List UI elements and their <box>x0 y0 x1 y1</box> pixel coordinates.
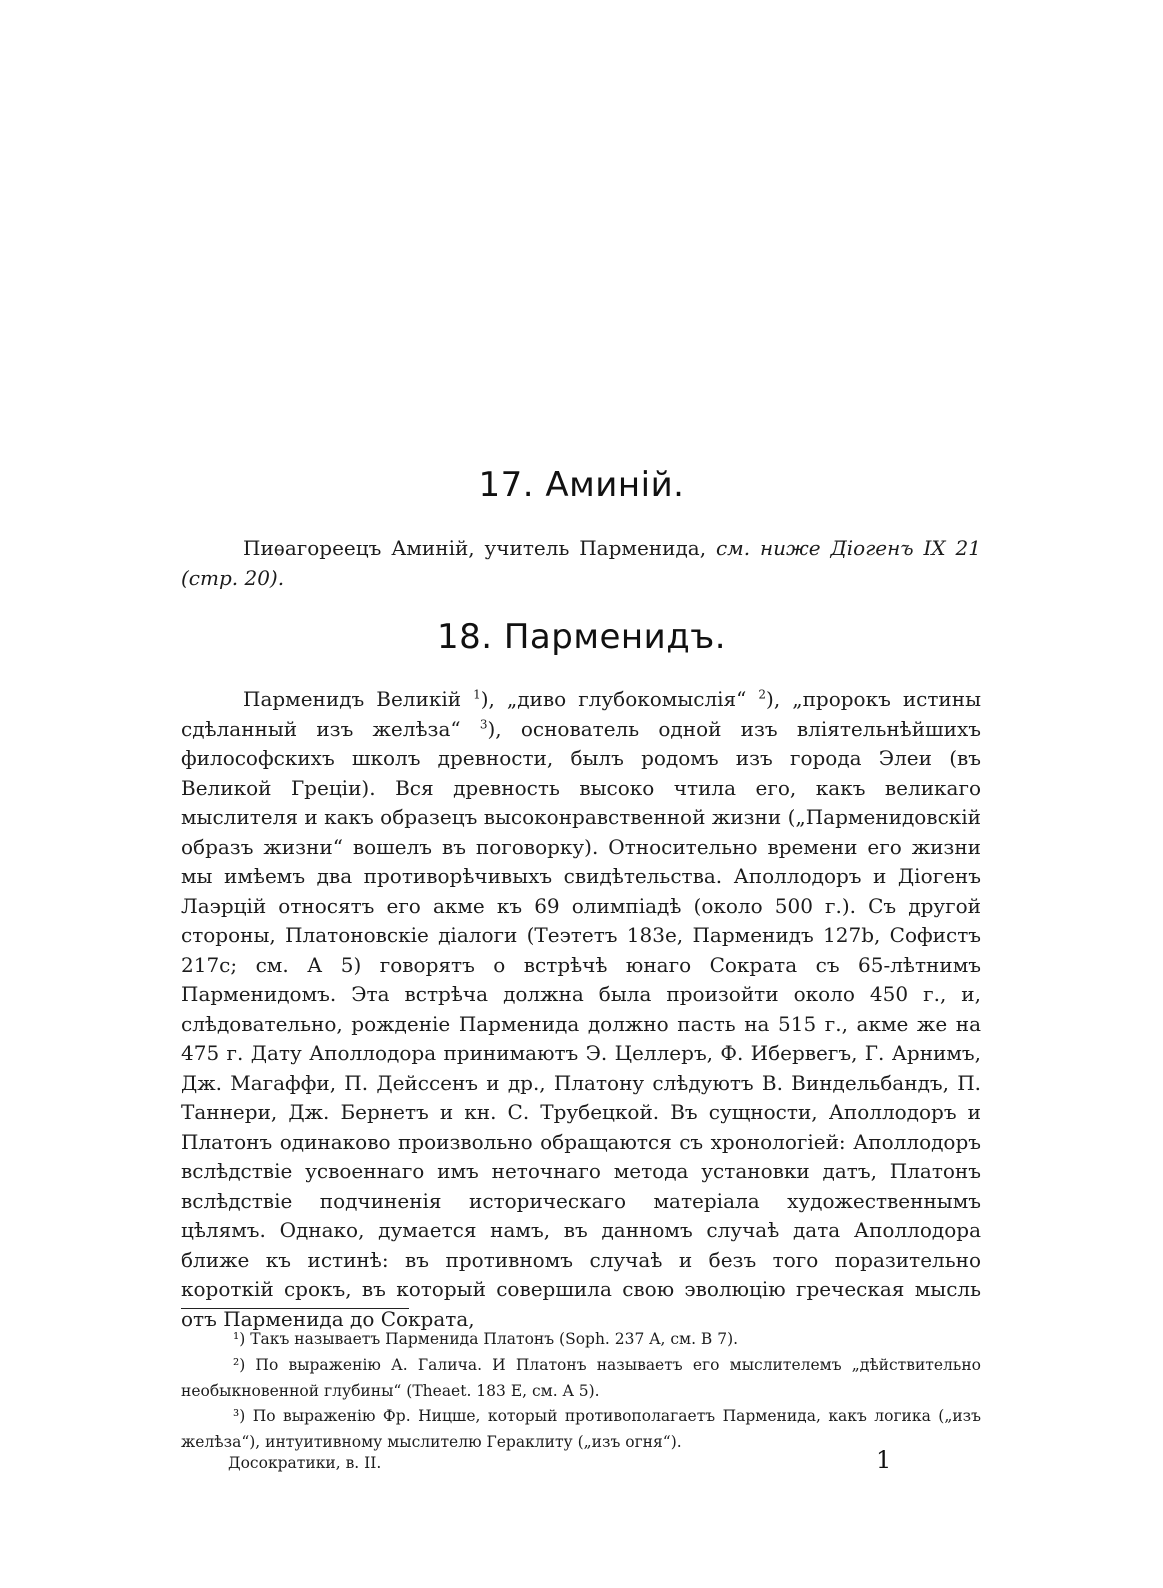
section-17-text: Пиѳагореецъ Аминій, учитель Парменида, <box>243 536 716 560</box>
printer-signature: Досократики, в. II. <box>228 1454 382 1472</box>
footnote-marker-2: 2 <box>758 687 767 702</box>
footnote-2 <box>181 1352 981 1404</box>
section-18-title: 18. Парменидъ. <box>436 617 727 657</box>
paragraph-segment: ), „пророкъ истины сдѣланный изъ желѣза“ <box>181 687 981 741</box>
section-18-paragraph <box>181 685 981 1331</box>
footnote-text: ²) По выраженію А. Галича. И Платонъ называетъ его мыслителемъ „дѣйствительно необыкновенной глубины“ (Theaet. 183 E, см. A 5). <box>181 1356 981 1400</box>
footnote-divider <box>181 1308 409 1309</box>
paragraph-segment: ), „диво глубокомыслія“ <box>480 687 759 711</box>
footnote-marker-1: 1 <box>473 687 481 702</box>
section-17-reference: см. ниже Діогенъ IX 21 (стр. 20). <box>181 536 981 590</box>
footnote-text: ³) По выраженію Фр. Ницше, который противополагаетъ Парменида, какъ логика („изъ желѣза“), интуитивному мыслителю Гераклиту („изъ огня“). <box>181 1407 981 1451</box>
page-number: 1 <box>876 1446 892 1474</box>
paragraph-segment: Парменидъ Великій <box>243 687 474 711</box>
footnote-1 <box>181 1326 981 1352</box>
footnote-3 <box>181 1403 981 1455</box>
section-17-paragraph <box>181 534 981 593</box>
section-17-title: 17. Аминій. <box>478 465 685 505</box>
footnote-text: ¹) Такъ называетъ Парменида Платонъ (Soph. 237 A, см. B 7). <box>233 1330 739 1348</box>
footnote-marker-3: 3 <box>479 716 488 731</box>
paragraph-segment: ), основатель одной изъ вліятельнѣйшихъ философскихъ школъ древности, былъ родомъ изъ города Элеи (въ Великой Греціи). Вся древность высоко чтила его, какъ великаго мыслителя и какъ образецъ высоконравственной жизни („Парменидовскій образъ жизни“ вошелъ въ поговорку). Относительно времени его жизни мы имѣемъ два противорѣчивыхъ свидѣтельства. Аполлодоръ и Діогенъ Лаэрцій относятъ его акме къ 69 олимпіадѣ (около 500 г.). Съ другой стороны, Платоновскіе діалоги (Теэтетъ 183е, Парменидъ 127b, Софистъ 217с; см. А 5) говорятъ о встрѣчѣ юнаго Сократа съ 65-лѣтнимъ Парменидомъ. Эта встрѣча должна была произойти около 450 г., и, слѣдовательно, рожденіе Парменида должно пасть на 515 г., акме же на 475 г. Дату Аполлодора принимаютъ Э. Целлеръ, Ф. Ибервегъ, Г. Арнимъ, Дж. Магаффи, П. Дейссенъ и др., Платону слѣдуютъ В. Виндельбандъ, П. Таннери, Дж. Бернетъ и кн. С. Трубецкой. Въ сущности, Аполлодоръ и Платонъ одинаково произвольно обращаются съ хронологіей: Аполлодоръ вслѣдствіе усвоеннаго имъ неточнаго метода установки датъ, Платонъ вслѣдствіе подчиненія историческаго матеріала художественнымъ цѣлямъ. Однако, думается намъ, въ данномъ случаѣ дата Аполлодора ближе къ истинѣ: въ противномъ случаѣ и безъ того поразительно короткій срокъ, въ который совершила свою эволюцію греческая мысль отъ Парменида до Сократа, <box>181 716 981 1331</box>
